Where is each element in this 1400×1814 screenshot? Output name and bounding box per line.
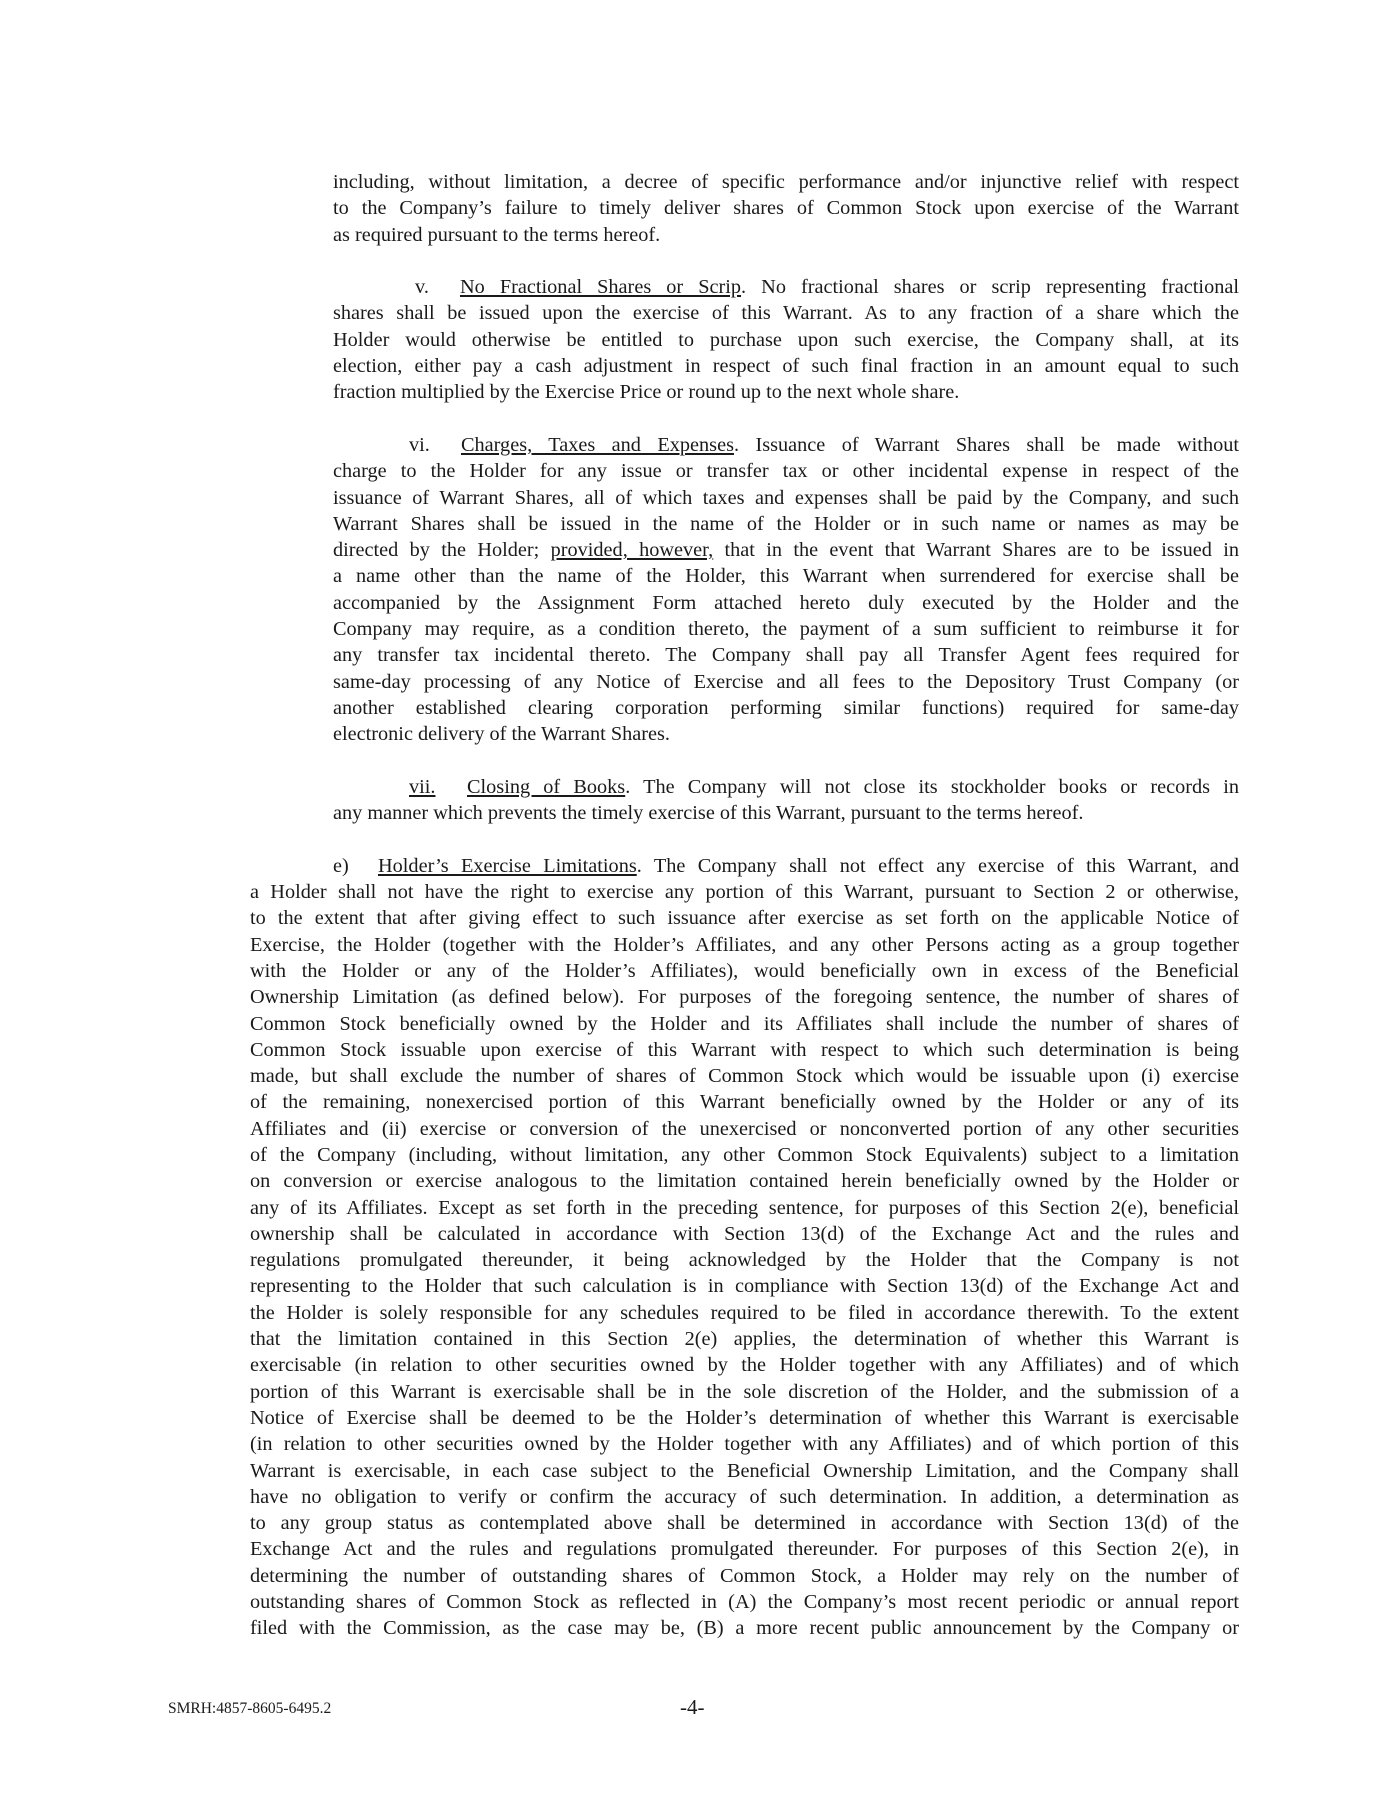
line-text: . No fractional shares or scrip representing fractional [741,276,1239,299]
text-line: regulations promulgated thereunder, it being acknowledged by the Holder that the Company is not [250,1249,1239,1272]
text-line: a Holder shall not have the right to exercise any portion of this Warrant, pursuant to Section 2 or otherwise, [250,881,1239,904]
text-line: Ownership Limitation (as defined below). For purposes of the foregoing sentence, the number of shares of [250,986,1239,1009]
text-line: that the limitation contained in this Section 2(e) applies, the determination of whether this Warrant is [250,1328,1239,1351]
text-line: made, but shall exclude the number of shares of Common Stock which would be issuable upon (i) exercise [250,1065,1239,1088]
text-line: fraction multiplied by the Exercise Price or round up to the next whole share. [333,381,960,404]
line-text: that in the event that Warrant Shares are to be issued in [713,539,1239,562]
page-number: -4- [680,1695,705,1719]
paragraph-first-line [333,774,1239,800]
text-line: including, without limitation, a decree of specific performance and/or injunctive relief with respect [333,171,1239,193]
document-body [0,169,1400,1642]
text-line: Holder would otherwise be entitled to purchase upon such exercise, the Company shall, at its [333,328,1239,351]
text-line: Common Stock beneficially owned by the Holder and its Affiliates shall include the number of shares of [250,1012,1239,1035]
paragraph [0,169,1400,248]
text-line: election, either pay a cash adjustment in respect of such final fraction in an amount equal to such [333,355,1239,378]
text-line: accompanied by the Assignment Form attached hereto duly executed by the Holder and the [333,591,1239,614]
section-e [0,853,1400,1642]
text-line: Warrant is exercisable, in each case subject to the Beneficial Ownership Limitation, and the Company shall [250,1459,1239,1482]
text-line: any transfer tax incidental thereto. The Company shall pay all Transfer Agent fees required for [333,644,1239,667]
section-v [0,274,1400,405]
text-line: Common Stock issuable upon exercise of this Warrant with respect to which such determination is being [250,1038,1239,1061]
text-line: any of its Affiliates. Except as set forth in the preceding sentence, for purposes of this Section 2(e), beneficial [250,1196,1239,1219]
text-line: Notice of Exercise shall be deemed to be the Holder’s determination of whether this Warrant is exercisable [250,1406,1239,1429]
text-line: any manner which prevents the timely exercise of this Warrant, pursuant to the terms hereof. [333,802,1084,825]
text-line: charge to the Holder for any issue or transfer tax or other incidental expense in respect of the [333,460,1239,483]
text-line: exercisable (in relation to other securities owned by the Holder together with any Affiliates) and of which [250,1354,1239,1377]
text-line: (in relation to other securities owned by the Holder together with any Affiliates) and of which portion of this [250,1433,1239,1456]
section-heading: Closing of Books [467,775,626,798]
underlined-term: provided, however, [550,539,714,562]
text-line: another established clearing corporation performing similar functions) required for same-day [333,696,1239,719]
text-line: filed with the Commission, as the case may be, (B) a more recent public announcement by the Company or [250,1617,1239,1640]
text-line: ownership shall be calculated in accordance with Section 13(d) of the Exchange Act and the rules and [250,1222,1239,1245]
text-line: to the extent that after giving effect to such issuance after exercise as set forth on the applicable Notice of [250,907,1239,930]
text-line: outstanding shares of Common Stock as reflected in (A) the Company’s most recent periodic or annual report [250,1591,1239,1614]
line-text: . The Company will not close its stockholder books or records in [625,775,1239,798]
section-heading: Holder’s Exercise Limitations [378,854,637,877]
paragraph-first-line [333,432,1239,458]
text-line: same-day processing of any Notice of Exercise and all fees to the Depository Trust Company (or [333,670,1239,693]
text-line: to the Company’s failure to timely deliver shares of Common Stock upon exercise of the Warrant [333,197,1239,220]
text-line: Exercise, the Holder (together with the Holder’s Affiliates, and any other Persons acting as a group together [250,933,1239,956]
paragraph-spacer [0,826,1400,852]
text-line: determining the number of outstanding shares of Common Stock, a Holder may rely on the number of [250,1564,1239,1587]
section-heading: Charges, Taxes and Expenses [461,433,734,456]
text-line: on conversion or exercise analogous to the limitation contained herein beneficially owned by the Holder or [250,1170,1239,1193]
text-line: representing to the Holder that such calculation is in compliance with Section 13(d) of the Exchange Act and [250,1275,1239,1298]
text-line: a name other than the name of the Holder, this Warrant when surrendered for exercise shall be [333,565,1239,588]
text-line: electronic delivery of the Warrant Shares. [333,723,670,746]
paragraph-spacer [0,748,1400,774]
paragraph-spacer [0,248,1400,274]
text-line: issuance of Warrant Shares, all of which taxes and expenses shall be paid by the Company, and such [333,486,1239,509]
line-text: directed by the Holder; [333,539,551,562]
paragraph-first-line [333,853,1239,879]
section-vi [0,432,1400,748]
section-number: vii. [409,775,436,798]
text-line: Company may require, as a condition thereto, the payment of a sum sufficient to reimburse it for [333,618,1239,641]
paragraph-first-line [333,274,1239,300]
text-line: to any group status as contemplated above shall be determined in accordance with Section 13(d) of the [250,1512,1239,1535]
section-number: e) [333,854,349,877]
text-line: with the Holder or any of the Holder’s Affiliates), would beneficially own in excess of the Beneficial [250,959,1239,982]
text-line: have no obligation to verify or confirm the accuracy of such determination. In addition, a determination as [250,1485,1239,1508]
line-text: . Issuance of Warrant Shares shall be made without [733,433,1239,456]
text-line: portion of this Warrant is exercisable shall be in the sole discretion of the Holder, and the submission of a [250,1380,1239,1403]
text-line: of the remaining, nonexercised portion of this Warrant beneficially owned by the Holder or any of its [250,1091,1239,1114]
section-number: vi. [409,433,430,456]
text-line: as required pursuant to the terms hereof. [333,223,661,246]
document-id: SMRH:4857-8605-6495.2 [168,1700,332,1717]
section-number: v. [415,276,429,299]
text-line: Warrant Shares shall be issued in the name of the Holder or in such name or names as may be [333,512,1239,535]
text-line: shares shall be issued upon the exercise of this Warrant. As to any fraction of a share which the [333,302,1239,325]
text-line: the Holder is solely responsible for any schedules required to be filed in accordance therewith. To the extent [250,1301,1239,1324]
text-line: Affiliates and (ii) exercise or conversion of the unexercised or nonconverted portion of any other securities [250,1117,1239,1140]
line-text: . The Company shall not effect any exercise of this Warrant, and [636,854,1240,877]
text-line [333,537,1239,563]
paragraph-spacer [0,406,1400,432]
text-line: Exchange Act and the rules and regulations promulgated thereunder. For purposes of this Section 2(e), in [250,1538,1239,1561]
section-heading: No Fractional Shares or Scrip [460,276,742,299]
text-line: of the Company (including, without limitation, any other Common Stock Equivalents) subject to a limitation [250,1143,1239,1166]
section-vii [0,774,1400,827]
